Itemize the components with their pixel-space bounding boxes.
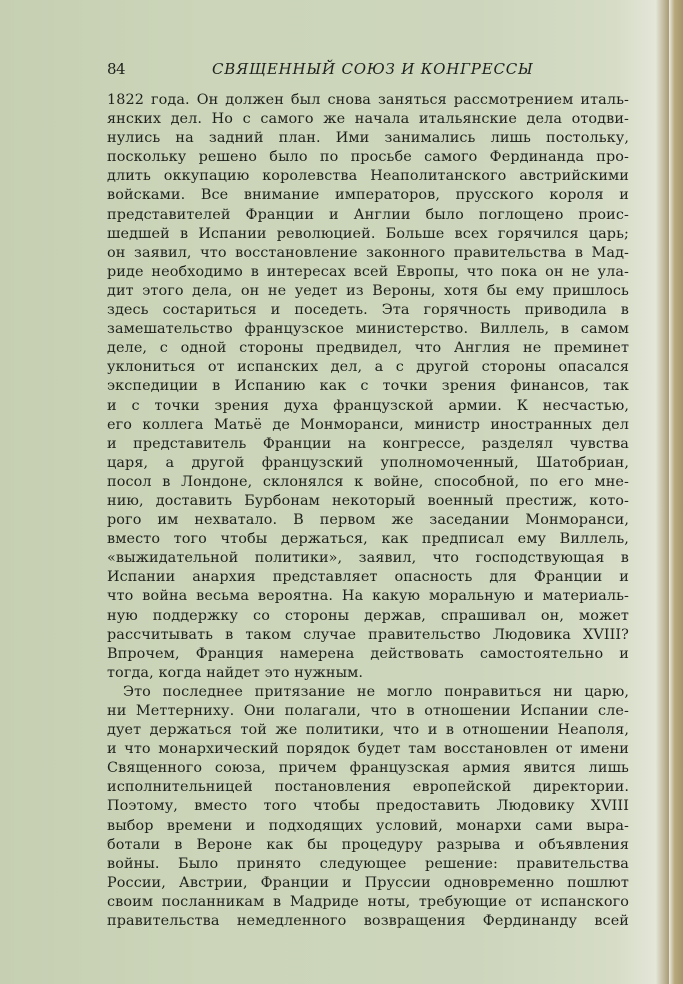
- text-line: дует держаться той же политики, что и в отношении Неаполя,: [107, 722, 629, 739]
- text-line: вместо того чтобы держаться, как предписал ему Виллель,: [107, 531, 629, 548]
- text-line: он заявил, что восстановление законного правительства в Мад-: [107, 244, 629, 261]
- page-number: 84: [107, 60, 126, 78]
- text-line: и что монархический порядок будет там восстановлен от имени: [107, 741, 629, 758]
- text-line: дит этого дела, он не уедет из Вероны, хотя бы ему пришлось: [107, 282, 629, 299]
- text-line: Это последнее притязание не могло понравиться ни царю,: [123, 683, 629, 700]
- text-line: и представитель Франции на конгрессе, разделял чувства: [107, 435, 629, 452]
- text-line: своим посланникам в Мадриде ноты, требующие от испанского: [107, 893, 629, 910]
- text-line: янских дел. Но с самого же начала итальянские дела отодви-: [107, 111, 629, 128]
- text-line: царя, а другой французский уполномоченный, Шатобриан,: [107, 454, 629, 471]
- text-line: длить оккупацию королевства Неаполитанского австрийскими: [107, 168, 629, 185]
- text-line: тогда, когда найдет это нужным.: [107, 664, 364, 681]
- text-line: уклониться от испанских дел, а с другой стороны опасался: [107, 359, 629, 376]
- book-spine-edge: [669, 0, 683, 984]
- text-line: правительства немедленного возвращения Фердинанду всей: [107, 913, 629, 930]
- text-line: России, Австрии, Франции и Пруссии одновременно пошлют: [107, 874, 629, 891]
- text-line: ботали в Вероне как бы процедуру разрыва и объявления: [107, 836, 629, 853]
- text-line: деле, с одной стороны предвидел, что Англия не преминет: [107, 340, 629, 357]
- text-line: экспедиции в Испанию как с точки зрения финансов, так: [107, 378, 629, 395]
- text-line: «выжидательной политики», заявил, что господствующая в: [107, 550, 629, 567]
- text-line: его коллега Матьё де Монморанси, министр иностранных дел: [107, 416, 629, 433]
- text-line: войны. Было принято следующее решение: правительства: [107, 855, 629, 872]
- text-line: поскольку решено было по просьбе самого Фердинанда про-: [107, 149, 629, 166]
- text-line: Поэтому, вместо того чтобы предоставить Людовику XVIII: [107, 798, 629, 815]
- text-line: Испании анархия представляет опасность для Франции и: [107, 569, 629, 586]
- text-line: здесь состариться и поседеть. Эта горячность приводила в: [107, 302, 629, 319]
- text-line: рого им нехватало. В первом же заседании Монморанси,: [107, 512, 629, 529]
- text-line: замешательство французское министерство. Виллель, в самом: [107, 321, 629, 338]
- page-header: [107, 60, 627, 80]
- text-line: рассчитывать в таком случае правительство Людовика XVIII?: [107, 626, 629, 643]
- running-title: СВЯЩЕННЫЙ СОЮЗ И КОНГРЕССЫ: [212, 60, 534, 78]
- text-line: риде необходимо в интересах всей Европы, что пока он не ула-: [107, 263, 629, 280]
- text-line: нию, доставить Бурбонам некоторый военный престиж, кото-: [107, 492, 629, 509]
- text-line: что война весьма вероятна. На какую моральную и материаль-: [107, 588, 629, 605]
- text-line: ни Меттерниху. Они полагали, что в отношении Испании сле-: [107, 703, 629, 719]
- text-line: ную поддержку со стороны держав, спрашивал он, может: [107, 607, 629, 624]
- text-line: исполнительницей постановления европейской директории.: [107, 779, 629, 796]
- text-line: представителей Франции и Англии было поглощено проис-: [107, 206, 629, 223]
- text-line: посол в Лондоне, склонялся к войне, способной, по его мне-: [107, 473, 629, 490]
- text-line: нулись на задний план. Ими занимались лишь постольку,: [107, 130, 629, 147]
- body-text: [107, 91, 629, 931]
- text-line: Впрочем, Франция намерена действовать самостоятельно и: [107, 645, 629, 662]
- text-line: войсками. Все внимание императоров, прусского короля и: [107, 187, 629, 204]
- text-line: шедшей в Испании революцией. Больше всех горячился царь;: [107, 225, 629, 242]
- text-line: выбор времени и подходящих условий, монархи сами выра-: [107, 817, 629, 834]
- text-line: Священного союза, причем французская армия явится лишь: [107, 760, 629, 777]
- text-line: и с точки зрения духа французской армии. К несчастью,: [107, 397, 629, 414]
- text-line: 1822 года. Он должен был снова заняться рассмотрением италь-: [107, 92, 629, 108]
